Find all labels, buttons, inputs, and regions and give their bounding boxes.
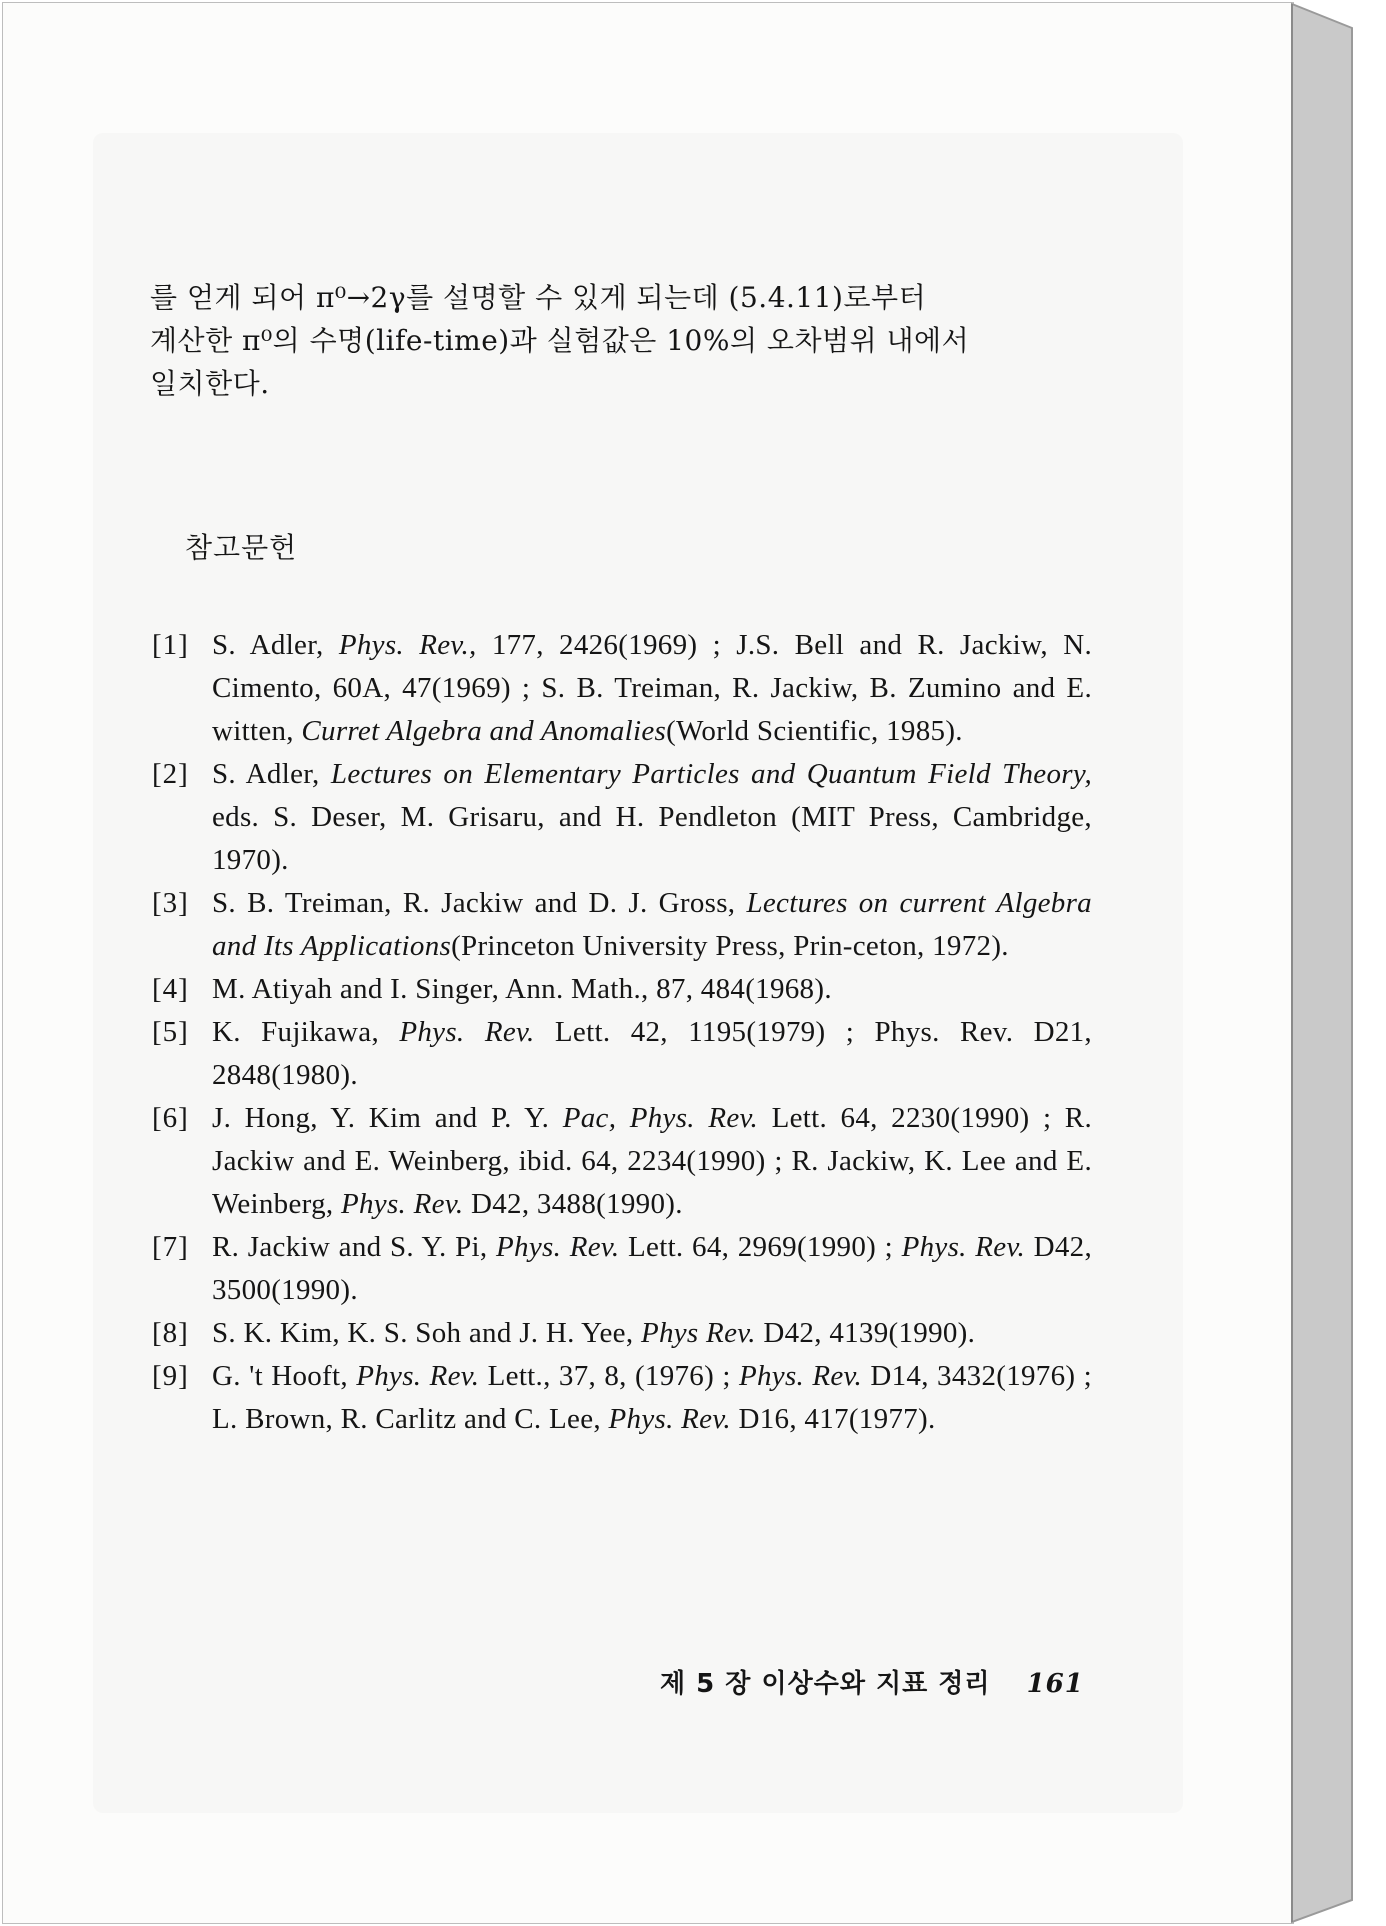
reference-number: [8]	[152, 1317, 189, 1349]
reference-segment: G. 't Hooft,	[212, 1360, 357, 1392]
reference-italic-segment: Phys. Rev.	[399, 1016, 535, 1048]
reference-number: [3]	[152, 887, 189, 919]
reference-segment: 177, 2426(1969) ; J.S. Bell and R. Jackiw, N. Cimento, 60A, 47(1969) ; S. B. Treiman, R. Jackiw, B. Zumino and E. witten,	[212, 629, 1092, 747]
reference-italic-segment: Pac, Phys. Rev.	[562, 1102, 759, 1134]
reference-italic-segment: Phys. Rev.	[340, 1188, 464, 1220]
reference-item	[152, 968, 1092, 1011]
reference-italic-segment: Phys. Rev.	[356, 1360, 480, 1392]
reference-segment: S. B. Treiman, R. Jackiw and D. J. Gross,	[212, 887, 747, 919]
reference-item	[152, 1011, 1092, 1097]
references-heading: 참고문헌	[185, 531, 298, 564]
reference-number: [9]	[152, 1360, 189, 1392]
reference-text	[212, 624, 1092, 753]
reference-segment: D42, 3488(1990).	[463, 1188, 683, 1220]
reference-italic-segment: Lectures on current Algebra and Its Applications	[212, 887, 1092, 962]
reference-item	[152, 1097, 1092, 1226]
reference-text	[212, 1011, 1092, 1097]
reference-segment: Lett., 37, 8, (1976) ;	[479, 1360, 739, 1392]
reference-segment: eds. S. Deser, M. Grisaru, and H. Pendleton (MIT Press, Cambridge, 1970).	[212, 801, 1092, 876]
reference-segment: D42, 3500(1990).	[212, 1231, 1092, 1306]
reference-text	[212, 968, 1092, 1011]
reference-text	[212, 1355, 1092, 1441]
reference-item	[152, 1226, 1092, 1312]
book-edge-face	[1292, 4, 1352, 1922]
reference-item	[152, 753, 1092, 882]
reference-number: [7]	[152, 1231, 189, 1263]
reference-segment: Lett. 64, 2969(1990) ;	[619, 1231, 902, 1263]
reference-text	[212, 1226, 1092, 1312]
reference-italic-segment: Phys. Rev.,	[338, 629, 477, 661]
paragraph-text	[150, 276, 1090, 405]
reference-number: [1]	[152, 629, 189, 661]
reference-item	[152, 1312, 1092, 1355]
reference-text	[212, 753, 1092, 882]
reference-number: [5]	[152, 1016, 189, 1048]
reference-number: [2]	[152, 758, 189, 790]
reference-segment: J. Hong, Y. Kim and P. Y.	[212, 1102, 563, 1134]
reference-segment: S. Adler,	[212, 758, 331, 790]
reference-italic-segment: Phys. Rev.	[901, 1231, 1026, 1263]
references-list	[152, 624, 1092, 1441]
reference-segment: D16, 417(1977).	[730, 1403, 936, 1435]
reference-text	[212, 882, 1092, 968]
reference-number: [4]	[152, 973, 189, 1005]
reference-italic-segment: Phys Rev.	[640, 1317, 756, 1349]
reference-segment: R. Jackiw and S. Y. Pi,	[212, 1231, 496, 1263]
reference-item	[152, 624, 1092, 753]
reference-segment: (Princeton University Press, Prin-ceton, 1972).	[451, 930, 1009, 962]
reference-segment: Lett. 64, 2230(1990) ; R. Jackiw and E. Weinberg, ibid. 64, 2234(1990) ; R. Jackiw, K. Lee and E. Weinberg,	[212, 1102, 1092, 1220]
reference-text	[212, 1312, 1092, 1355]
reference-segment: (World Scientific, 1985).	[666, 715, 963, 747]
reference-segment: S. Adler,	[212, 629, 339, 661]
paragraph-line: 일치한다.	[150, 367, 270, 400]
paragraph-line: 계산한 π⁰의 수명(life-time)과 실험값은 10%의 오차범위 내에서	[150, 324, 970, 357]
reference-italic-segment: Phys. Rev.	[608, 1403, 731, 1435]
reference-italic-segment: Phys. Rev.	[738, 1360, 863, 1392]
reference-italic-segment: Curret Algebra and Anomalies	[301, 715, 667, 747]
page-number: 161	[1026, 1669, 1084, 1699]
reference-segment: D42, 4139(1990).	[755, 1317, 976, 1349]
reference-segment: Lett. 42, 1195(1979) ; Phys. Rev. D21, 2848(1980).	[212, 1016, 1092, 1091]
page-footer	[660, 1663, 1090, 1700]
reference-text	[212, 1097, 1092, 1226]
reference-number: [6]	[152, 1102, 189, 1134]
reference-item	[152, 1355, 1092, 1441]
reference-segment: M. Atiyah and I. Singer, Ann. Math., 87, 484(1968).	[212, 973, 832, 1005]
reference-item	[152, 882, 1092, 968]
paragraph-line: 를 얻게 되어 π⁰→2γ를 설명할 수 있게 되는데 (5.4.11)로부터	[150, 281, 927, 314]
reference-segment: D14, 3432(1976) ; L. Brown, R. Carlitz and C. Lee,	[212, 1360, 1092, 1435]
intro-paragraph	[150, 276, 1090, 405]
reference-italic-segment: Lectures on Elementary Particles and Quantum Field Theory,	[330, 758, 1092, 790]
reference-segment: S. K. Kim, K. S. Soh and J. H. Yee,	[212, 1317, 641, 1349]
reference-segment: K. Fujikawa,	[212, 1016, 400, 1048]
reference-italic-segment: Phys. Rev.	[496, 1231, 620, 1263]
chapter-title: 제 5 장 이상수와 지표 정리	[660, 1669, 991, 1699]
